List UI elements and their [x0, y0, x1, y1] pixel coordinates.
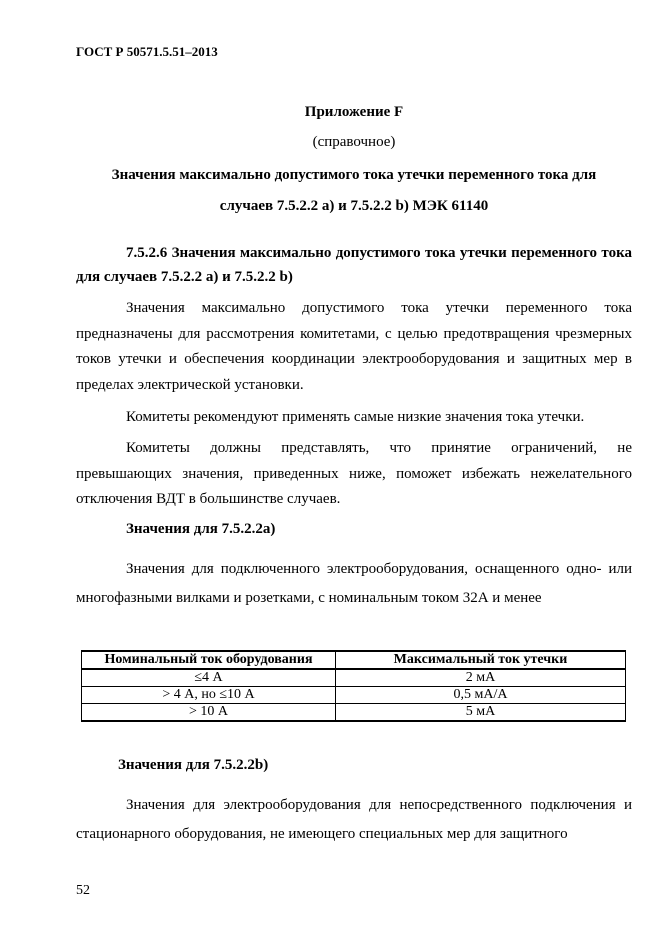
- values-a-heading: Значения для 7.5.2.2a): [126, 521, 276, 537]
- table-cell: > 10 А: [82, 704, 336, 722]
- annex-title: Приложение F: [304, 104, 404, 120]
- paragraph: Значения максимально допустимого тока утечки переменного тока предназначены для рассмотрения комитетами, с целью предотвращения чрезмерных токов утечки и обеспечения координации электрооборудования и защитных мер в пределах электрической установки.: [76, 300, 632, 393]
- table-header-cell: Максимальный ток утечки: [336, 651, 626, 669]
- table-cell: > 4 А, но ≤10 А: [82, 687, 336, 704]
- table-row: [82, 669, 626, 687]
- values-b-text: Значения для электрооборудования для непосредственного подключения и стационарного оборудования, не имеющего специальных мер для защитного: [76, 797, 632, 842]
- annex-heading: [76, 160, 632, 222]
- annex-heading-line-2: случаев 7.5.2.2 a) и 7.5.2.2 b) МЭК 61140: [219, 198, 489, 214]
- values-b-heading: Значения для 7.5.2.2b): [118, 757, 269, 773]
- table-cell: 2 мА: [336, 669, 626, 687]
- values-a-text: Значения для подключенного электрооборудования, оснащенного одно- или многофазными вилками и розетками, с номинальным током 32А и менее: [76, 561, 632, 606]
- leakage-current-table: [81, 650, 626, 722]
- table-header-cell: Номинальный ток оборудования: [82, 651, 336, 669]
- table-cell: 0,5 мА/А: [336, 687, 626, 704]
- paragraph: Комитеты должны представлять, что принятие ограничений, не превышающих значения, приведенных ниже, поможет избежать нежелательного отключения ВДТ в большинстве случаев.: [76, 440, 632, 507]
- annex-heading-line-1: Значения максимально допустимого тока утечки переменного тока для: [111, 167, 597, 183]
- page-number: 52: [76, 883, 90, 898]
- table-cell: ≤4 А: [82, 669, 336, 687]
- annex-subtitle: (справочное): [312, 134, 396, 150]
- table-row: [82, 704, 626, 722]
- section-title: 7.5.2.6 Значения максимально допустимого тока утечки переменного тока для случаев 7.5.2.2 a) и 7.5.2.2 b): [76, 245, 632, 285]
- table-header-row: [82, 651, 626, 669]
- paragraph: Комитеты рекомендуют применять самые низкие значения тока утечки.: [126, 409, 585, 425]
- table-cell: 5 мА: [336, 704, 626, 722]
- table-row: [82, 687, 626, 704]
- document-code: ГОСТ Р 50571.5.51–2013: [76, 44, 218, 59]
